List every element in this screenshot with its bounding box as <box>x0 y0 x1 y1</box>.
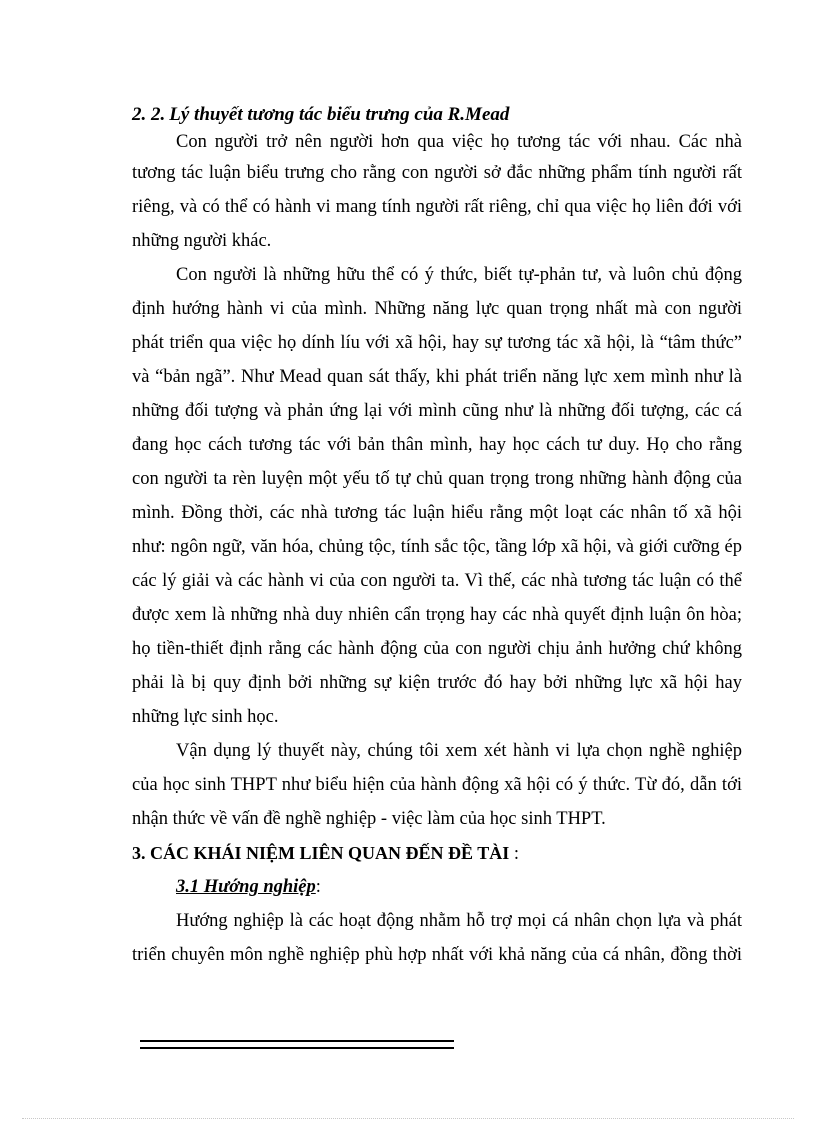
paragraph-line: như: ngôn ngữ, văn hóa, chủng tộc, tính sắc tộc, tầng lớp xã hội, và giới cưỡng ép <box>132 537 742 557</box>
page-body <box>132 98 742 972</box>
section-heading-2-2 <box>132 98 742 128</box>
paragraph-line: mình. Đồng thời, các nhà tương tác luận hiểu rằng một loạt các nhân tố xã hội <box>132 503 742 523</box>
section-heading-3 <box>132 836 742 870</box>
paragraph-line: họ tiền-thiết định rằng các hành động của con người chịu ảnh hưởng chứ không <box>132 639 742 659</box>
paragraph-line: định hướng hành vi của mình. Những năng lực quan trọng nhất mà con người <box>132 299 742 319</box>
paragraph-line: phát triển qua việc họ dính líu với xã hội, hay sự tương tác xã hội, là “tâm thức” <box>132 333 742 353</box>
paragraph-3 <box>132 734 742 836</box>
paragraph-line: đang học cách tương tác với bản thân mình, hay học cách tư duy. Họ cho rằng <box>132 435 742 455</box>
paragraph-line: được xem là những nhà duy nhiên cẩn trọng hay các nhà quyết định luận ôn hòa; <box>132 605 742 625</box>
paragraph-line: và “bản ngã”. Như Mead quan sát thấy, khi phát triển năng lực xem mình như là <box>132 367 742 387</box>
paragraph-line: nhận thức về vấn đề nghề nghiệp - việc làm của học sinh THPT. <box>132 809 606 829</box>
section-title: Lý thuyết tương tác biểu trưng của R.Mead <box>169 104 510 125</box>
section-3-1-suffix: : <box>315 877 321 897</box>
section-heading-3-1 <box>132 870 742 904</box>
paragraph-line: những lực sinh học. <box>132 707 279 727</box>
paragraph-line: triển chuyên môn nghề nghiệp phù hợp nhất với khả năng của cá nhân, đồng thời <box>132 945 742 965</box>
footnote-separator <box>140 1040 454 1049</box>
paragraph-line: Con người là những hữu thể có ý thức, biết tự-phản tư, và luôn chủ động <box>176 265 742 285</box>
paragraph-line: Hướng nghiệp là các hoạt động nhằm hỗ trợ mọi cá nhân chọn lựa và phát <box>176 911 742 931</box>
paragraph-line: của học sinh THPT như biểu hiện của hành động xã hội có ý thức. Từ đó, dẫn tới <box>132 775 742 795</box>
section-3-1-title: 3.1 Hướng nghiệp <box>176 877 316 897</box>
paragraph-line: tương tác luận biểu trưng cho rằng con người sở đắc những phẩm tính người rất <box>132 163 742 183</box>
paragraph-line: những đối tượng và phản ứng lại với mình cũng như là những đối tượng, các cá <box>132 401 742 421</box>
paragraph-line: con người ta rèn luyện một yếu tố tự chủ quan trọng trong những hành động của <box>132 469 742 489</box>
paragraph-line: Vận dụng lý thuyết này, chúng tôi xem xét hành vi lựa chọn nghề nghiệp <box>176 741 742 761</box>
section-3-suffix: : <box>509 844 519 864</box>
paragraph-line: những người khác. <box>132 231 272 251</box>
paragraph-line: riêng, và có thể có hành vi mang tính người rất riêng, chỉ qua việc họ liên đới với <box>132 197 742 217</box>
paragraph-line: Con người trở nên người hơn qua việc họ tương tác với nhau. Các nhà <box>176 132 742 152</box>
paragraph-line: các lý giải và các hành vi của con người ta. Vì thế, các nhà tương tác luận có thể <box>132 571 742 591</box>
page-bottom-edge <box>22 1118 794 1119</box>
section-3-title: 3. CÁC KHÁI NIỆM LIÊN QUAN ĐẾN ĐỀ TÀI <box>132 843 510 863</box>
section-number: 2. 2. <box>132 104 166 125</box>
paragraph-3-1 <box>132 904 742 972</box>
paragraph-2 <box>132 258 742 734</box>
paragraph-line: phải là bị quy định bởi những sự kiện trước đó hay bởi những lực xã hội hay <box>132 673 742 693</box>
paragraph-1 <box>132 128 742 258</box>
